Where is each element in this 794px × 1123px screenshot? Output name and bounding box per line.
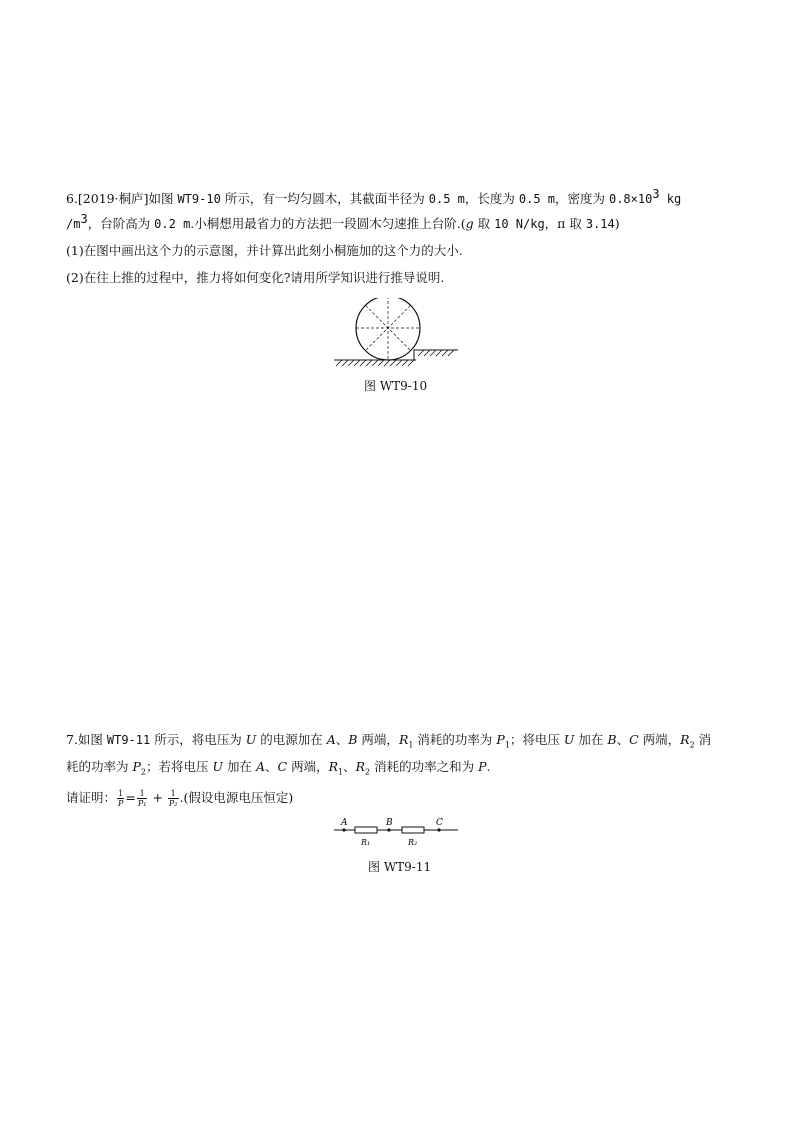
q7-text: 、 [265, 759, 278, 774]
fraction-numerator: 1 [168, 789, 179, 799]
q6-text: ，长度为 [464, 191, 519, 206]
fraction-numerator: 1 [137, 789, 148, 799]
ground-hatching [336, 360, 414, 366]
q6-text: 取 [473, 216, 495, 231]
q7-symbol-A: A [326, 732, 336, 747]
q7-figure-ref: WT9-11 [106, 733, 151, 747]
resistor-R2 [402, 827, 424, 833]
q6-figure-ref: WT9-10 [177, 192, 221, 206]
q6-radius: 0.5 m [428, 192, 465, 206]
q7-symbol-U: U [245, 732, 257, 747]
q7-symbol-C: C [629, 732, 639, 747]
q6-unit-tail: /m [66, 217, 81, 231]
q7-symbol-A: A [255, 759, 266, 774]
q7-symbol-B: B [607, 732, 617, 747]
fraction-1-over-P1 [137, 789, 148, 808]
q7-text: 两端， [287, 759, 329, 774]
figure-caption-wt9-11: 图 WT9-11 [368, 860, 432, 874]
figure-caption-wt9-10: 图 WT9-10 [364, 379, 428, 393]
q7-text: 、 [616, 732, 630, 747]
q6-pi-value: 3.14 [585, 217, 615, 231]
q7-proof-tail: .(假设电源电压恒定) [179, 790, 294, 805]
q6-density-unit: kg [659, 192, 682, 206]
q7-text: 的电源加在 [256, 732, 327, 747]
q7-symbol-R1: R [398, 732, 409, 747]
terminal-A [342, 828, 345, 831]
fraction-1-over-P2 [168, 789, 179, 808]
q6-text: 所示，有一均匀圆木，其截面半径为 [220, 191, 429, 206]
q7-subscript: 2 [140, 767, 146, 777]
q7-text: 消耗的功率为 [413, 732, 497, 747]
terminal-C [437, 828, 440, 831]
q7-symbol-P: P [478, 759, 487, 774]
q7-text: 加在 [223, 759, 256, 774]
q6-length: 0.5 m [518, 192, 555, 206]
q7-subscript: 1 [408, 740, 414, 750]
q7-text: 7.如图 [66, 732, 107, 747]
q6-line-1 [66, 186, 682, 207]
q7-symbol-U: U [212, 759, 224, 774]
q7-subscript: 1 [338, 767, 344, 777]
terminal-B [387, 828, 390, 831]
q6-text: ) [614, 216, 620, 231]
q7-text: 两端， [357, 732, 399, 747]
q6-text: ，密度为 [555, 191, 609, 206]
q7-proof-line [66, 787, 293, 809]
q7-text: 消耗的功率之和为 [370, 759, 479, 774]
figure-wt9-11-circuit [332, 817, 462, 851]
fraction-numerator: 1 [118, 789, 124, 798]
q7-text: 耗的功率为 [66, 759, 133, 774]
q6-text: ，台阶高为 [87, 216, 155, 231]
label-B: B [386, 818, 393, 828]
q7-subscript: 2 [365, 767, 371, 777]
q7-text: 消 [694, 732, 712, 747]
q7-symbol-B: B [348, 732, 358, 747]
q7-text: ；若将电压 [146, 759, 213, 774]
label-R2: R₂ [408, 838, 418, 847]
q6-prefix: 6.[2019·桐庐]如图 [66, 191, 178, 206]
step-outline [414, 350, 458, 360]
fraction-denominator: P₁ [137, 799, 147, 808]
figure-wt9-10 [330, 298, 470, 368]
q7-symbol-C: C [277, 759, 288, 774]
fraction-1-over-P [117, 789, 124, 808]
q6-density: 0.8×10 [608, 192, 653, 206]
q6-unit-exponent: 3 [80, 211, 88, 226]
q7-text: 所示，将电压为 [150, 732, 246, 747]
q7-text: 加在 [574, 732, 608, 747]
q7-text: ；将电压 [509, 732, 564, 747]
fraction-denominator: P₂ [168, 799, 178, 808]
q7-symbol-P1: P [496, 732, 505, 747]
q7-symbol-R1: R [328, 759, 339, 774]
q6-g-value: 10 N/kg [494, 217, 545, 231]
q7-text: 两端， [638, 732, 681, 747]
q6-subquestion-1: (1)在图中画出这个力的示意图，并计算出此刻小桐施加的这个力的大小. [66, 243, 463, 258]
q7-line-1 [66, 732, 711, 748]
q7-text: 、 [335, 732, 349, 747]
q7-subscript: 1 [504, 740, 510, 750]
q6-line-2 [66, 211, 620, 232]
equals-sign: = [125, 790, 136, 805]
plus-sign: + [148, 790, 167, 805]
q6-text: ，π 取 [544, 216, 586, 231]
q6-subquestion-2: (2)在往上推的过程中，推力将如何变化?请用所学知识进行推导说明. [66, 270, 445, 285]
label-A: A [341, 818, 348, 828]
label-C: C [436, 818, 443, 828]
q7-proof-lead: 请证明： [66, 790, 117, 805]
q7-text: 、 [343, 759, 356, 774]
q7-symbol-P2: P [132, 759, 141, 774]
step-hatching [418, 350, 454, 356]
fraction-denominator: P [118, 799, 124, 808]
q6-density-exponent: 3 [652, 186, 660, 201]
q7-symbol-U: U [563, 732, 575, 747]
q7-line-2 [66, 759, 491, 775]
q6-step-height: 0.2 m [154, 217, 191, 231]
resistor-R1 [355, 827, 377, 833]
q7-subscript: 2 [689, 740, 695, 750]
label-R1: R₁ [361, 838, 371, 847]
q7-symbol-R2: R [355, 759, 366, 774]
q6-text: .小桐想用最省力的方法把一段圆木匀速推上台阶.( [190, 216, 466, 231]
q7-symbol-R2: R [680, 732, 690, 747]
q7-text: . [486, 759, 491, 774]
q6-g-symbol: g [465, 216, 474, 231]
